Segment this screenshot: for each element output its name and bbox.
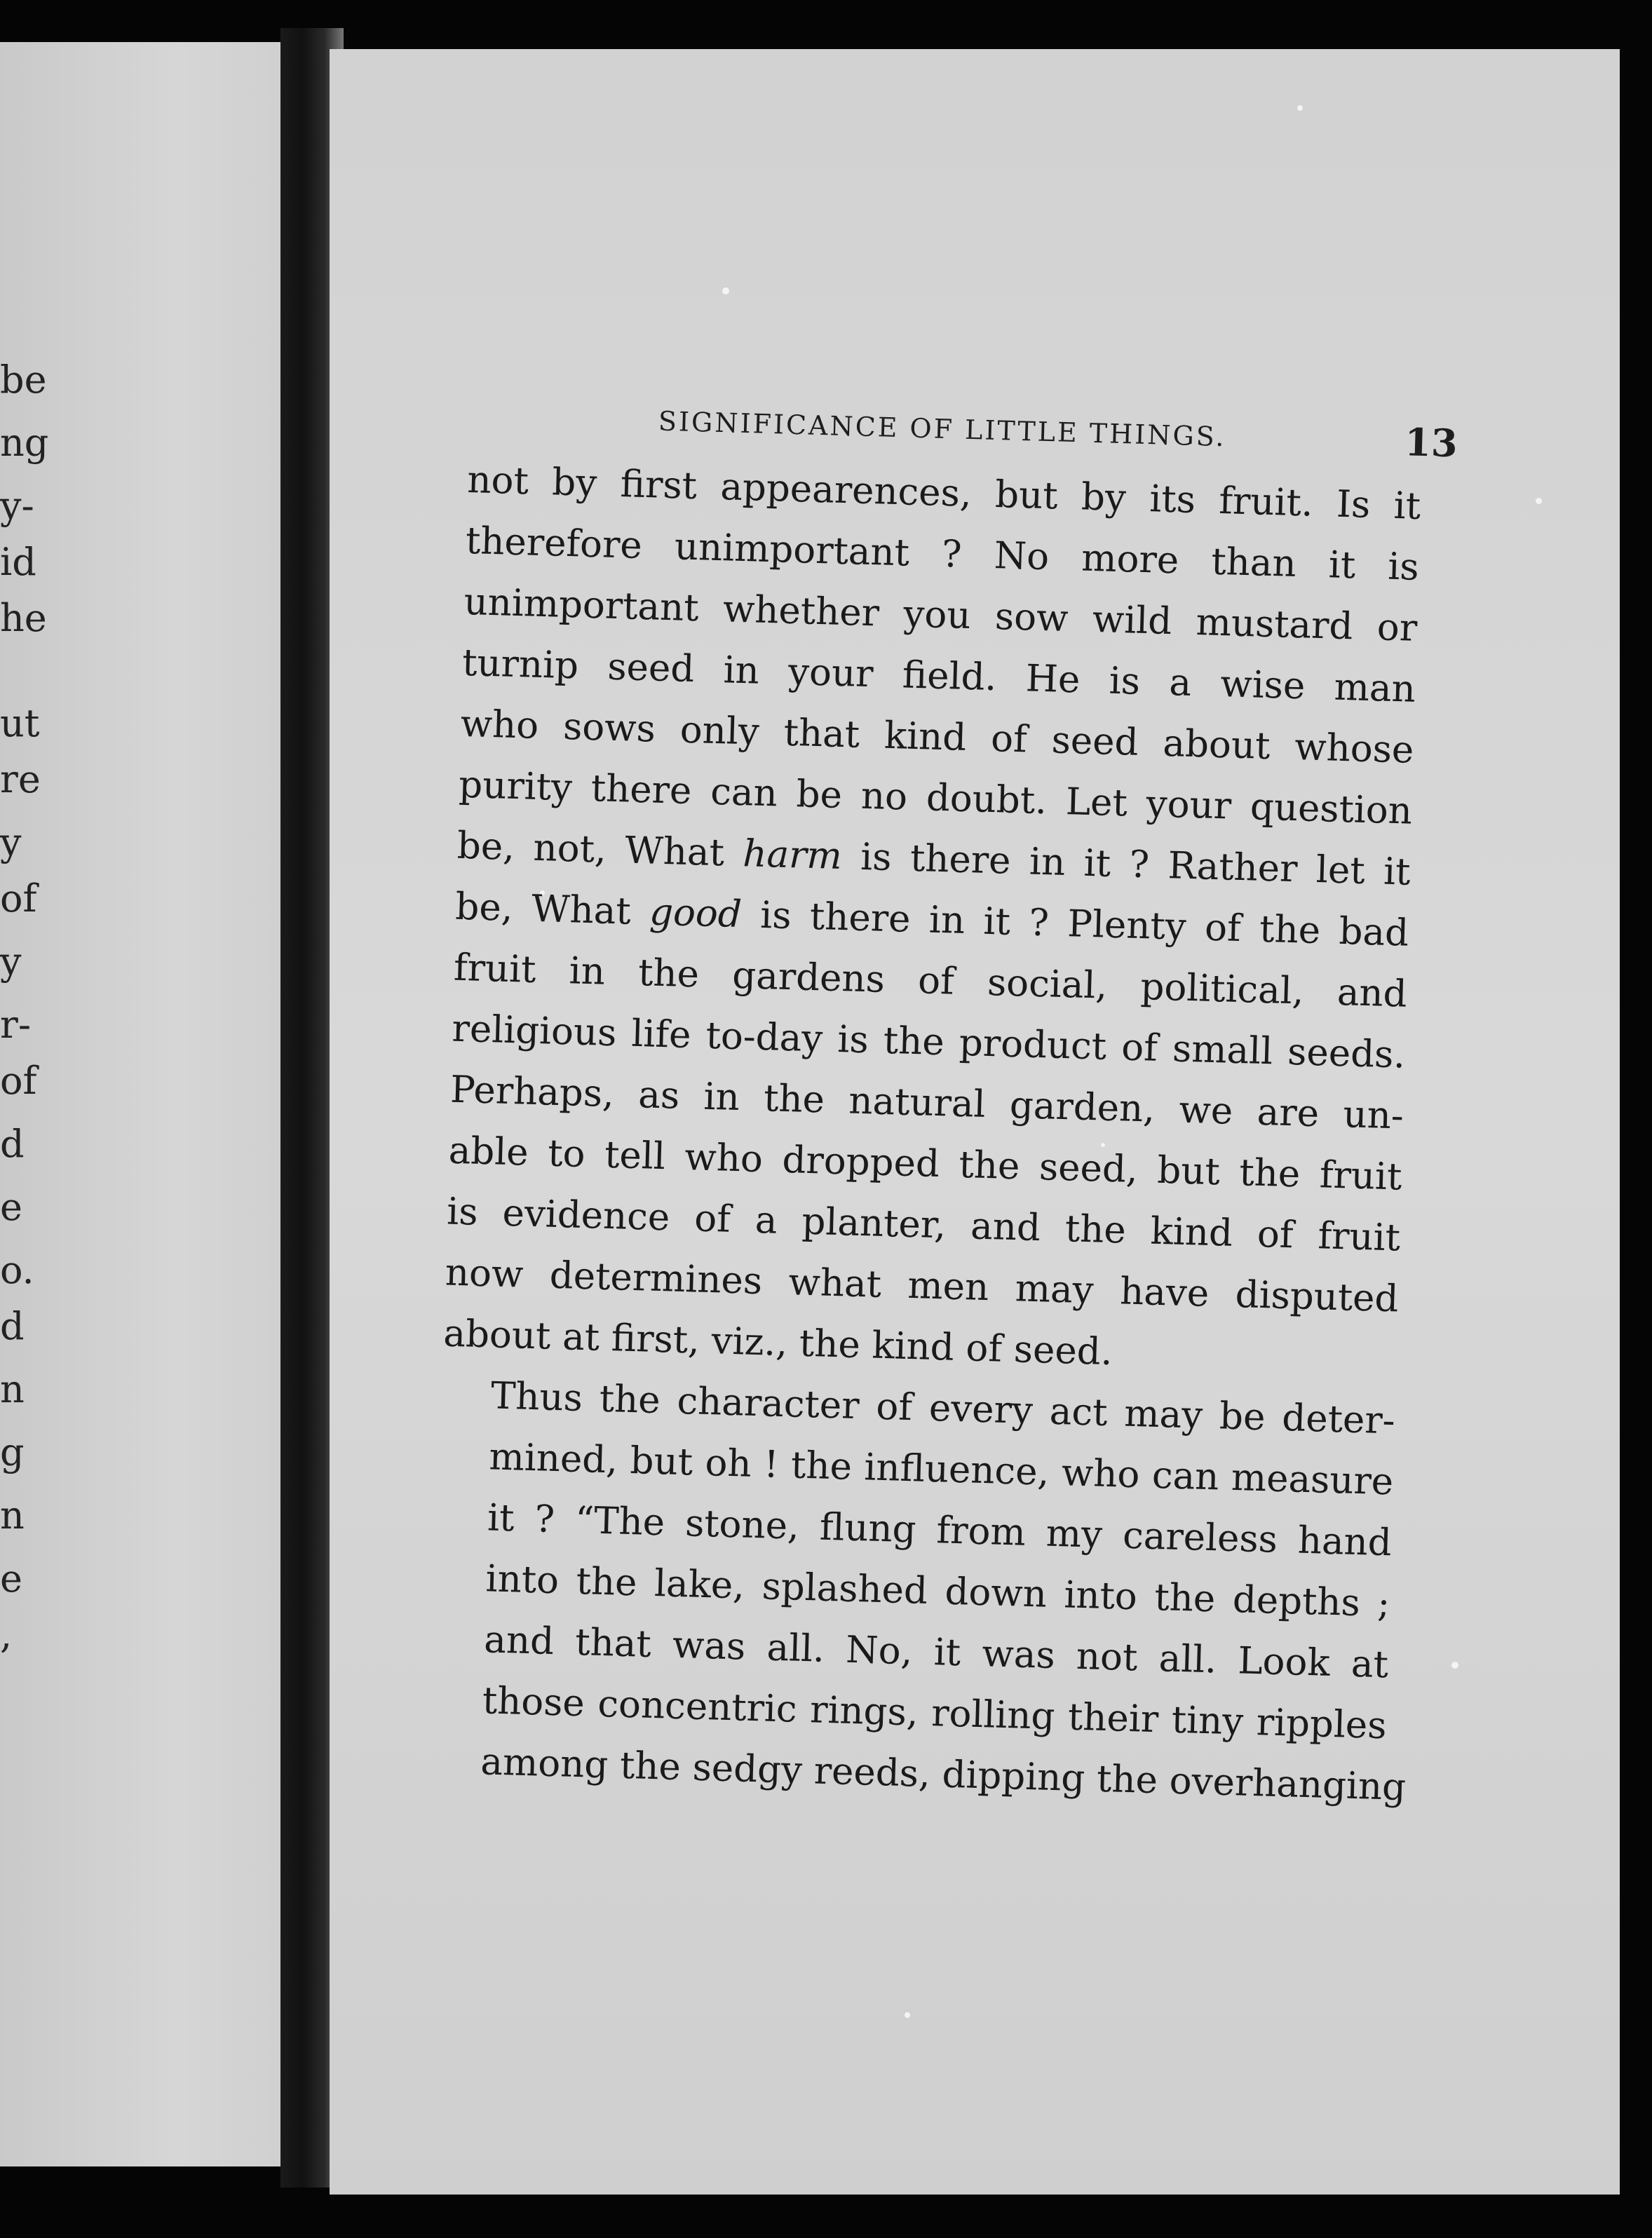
text-line: fruit in the gardens of social, political, and: [453, 946, 1408, 1016]
text-line: able to tell who dropped the seed, but the fruit: [447, 1129, 1403, 1199]
previous-page-fragment: d: [0, 1304, 25, 1348]
previous-page-fragment: e: [0, 1557, 22, 1601]
text-line: Perhaps, as in the natural garden, we are un-: [449, 1068, 1404, 1138]
page-number: 13: [1404, 419, 1458, 466]
text-run: is there in it ? Rather let it: [841, 835, 1411, 894]
text-line: unimportant whether you sow wild mustard or: [463, 580, 1419, 650]
text-line: about at first, viz., the kind of seed.: [442, 1312, 1113, 1374]
previous-page-fragment: be: [0, 358, 47, 402]
previous-page-fragment: ut: [0, 701, 40, 745]
previous-page-fragment: he: [0, 596, 47, 640]
previous-page-fragment: y-: [0, 484, 34, 528]
text-run: be, What: [454, 885, 651, 934]
previous-page-fragment: y: [0, 940, 22, 984]
previous-page-fragment: y: [0, 820, 22, 864]
previous-page-fragment: re: [0, 757, 41, 801]
text-line: purity there can be no doubt. Let your question: [458, 763, 1413, 833]
emphasis-harm: harm: [742, 832, 843, 879]
paragraph: [431, 1364, 1407, 1817]
text-line: it ? “The stone, flung from my careless hand: [487, 1496, 1393, 1565]
previous-page-fragment: id: [0, 540, 36, 584]
page-content: [431, 386, 1458, 1817]
previous-page-fragment: ng: [0, 421, 49, 465]
text-line: now determines what men may have disputed: [445, 1251, 1400, 1321]
text-line: those concentric rings, rolling their tiny ripples: [482, 1679, 1388, 1748]
emphasis-good: good: [649, 890, 743, 937]
previous-page-fragment: r-: [0, 1003, 32, 1047]
text-line: therefore unimportant ? No more than it is: [465, 519, 1420, 589]
previous-page-fragment: ,: [0, 1613, 13, 1657]
paragraph: [442, 449, 1421, 1390]
previous-page-fragment: d: [0, 1122, 25, 1166]
previous-page-fragment: n: [0, 1493, 25, 1538]
text-line: is evidence of a planter, and the kind of fruit: [446, 1190, 1401, 1260]
text-line: who sows only that kind of seed about whose: [459, 702, 1415, 772]
running-title: SIGNIFICANCE OF LITTLE THINGS.: [658, 405, 1227, 453]
text-run: is there in it ? Plenty of the bad: [740, 893, 1409, 955]
previous-page-fragment: e: [0, 1185, 22, 1229]
body-text: [431, 449, 1421, 1817]
previous-page-fragment: of: [0, 1059, 37, 1103]
previous-page-fragment: o.: [0, 1248, 34, 1292]
previous-page-fragment: g: [0, 1430, 25, 1474]
text-line: among the sedgy reeds, dipping the overhanging: [480, 1740, 1407, 1810]
text-line: and that was all. No, it was not all. Look at: [483, 1618, 1389, 1687]
previous-page-fragment: of: [0, 876, 37, 921]
text-line: Thus the character of every act may be deter-: [490, 1374, 1396, 1443]
previous-page-fragment: n: [0, 1367, 25, 1411]
text-line: mined, but oh ! the influence, who can measure: [488, 1435, 1394, 1504]
text-line: not by first appearences, but by its fruit. Is it: [466, 458, 1421, 528]
text-line: religious life to-day is the product of small seeds.: [451, 1007, 1406, 1077]
previous-page-edge: [0, 42, 294, 2166]
text-line: turnip seed in your field. He is a wise man: [461, 641, 1416, 711]
book-page: [330, 49, 1620, 2195]
text-line: into the lake, splashed down into the depths ;: [485, 1557, 1391, 1626]
text-run: be, not, What: [456, 824, 744, 876]
